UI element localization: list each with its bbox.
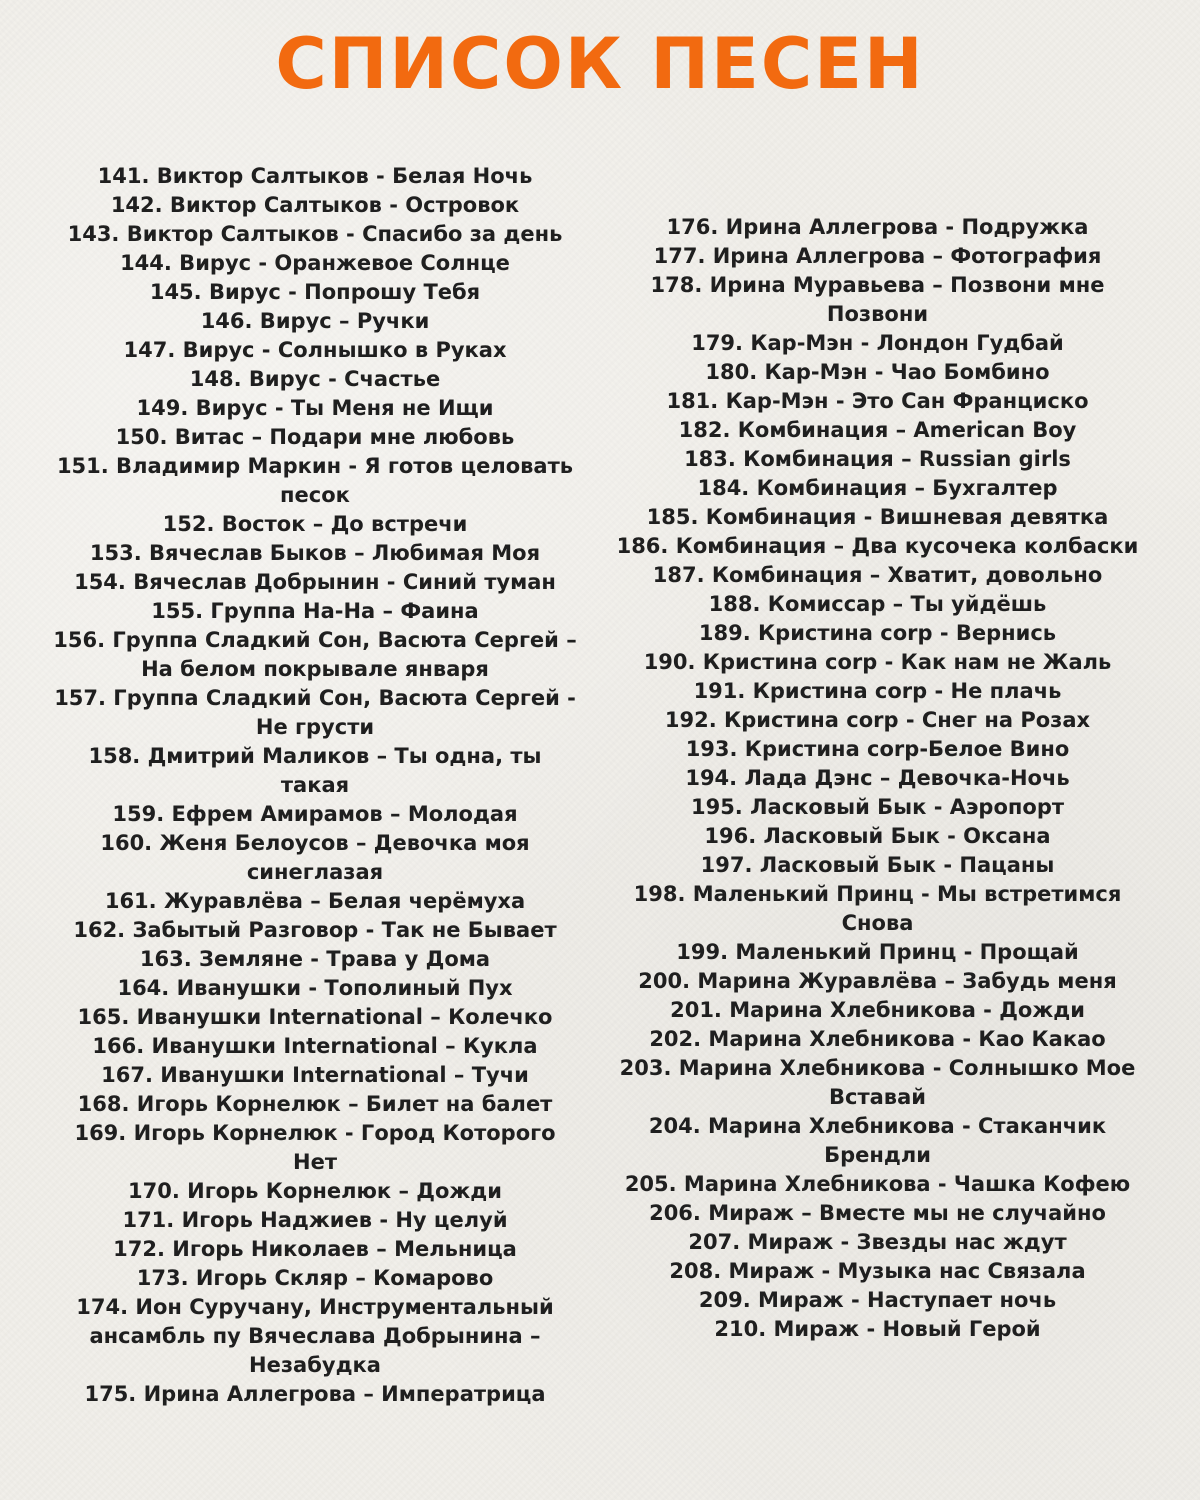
song-item — [35, 510, 595, 539]
song-text: 143. Виктор Салтыков - Спасибо за день — [67, 222, 563, 246]
song-text: 148. Вирус - Счастье — [189, 367, 441, 391]
song-item — [35, 1119, 595, 1177]
song-text: 177. Ирина Аллегрова – Фотография — [653, 244, 1102, 268]
song-text: 186. Комбинация – Два кусочека колбаски — [616, 534, 1139, 558]
song-item — [600, 764, 1155, 793]
song-item — [35, 597, 595, 626]
song-item — [600, 880, 1155, 938]
page-title: СПИСОК ПЕСЕН — [275, 23, 925, 105]
song-text: 175. Ирина Аллегрова – Императрица — [84, 1382, 546, 1406]
song-text: 178. Ирина Муравьева – Позвони мне — [650, 273, 1105, 297]
song-item — [600, 1025, 1155, 1054]
song-text: 183. Комбинация – Russian girls — [684, 447, 1071, 471]
song-text: 161. Журавлёва – Белая черёмуха — [104, 889, 526, 913]
song-text: 204. Марина Хлебникова - Стаканчик — [648, 1114, 1107, 1138]
song-text: 155. Группа На-На – Фаина — [151, 599, 479, 623]
song-text: 203. Марина Хлебникова - Солнышко Мое — [619, 1056, 1136, 1080]
song-item — [35, 626, 595, 684]
song-text: 208. Мираж - Музыка нас Связала — [669, 1259, 1086, 1283]
song-item — [35, 568, 595, 597]
song-text: 144. Вирус - Оранжевое Солнце — [120, 251, 510, 275]
song-text: 159. Ефрем Амирамов – Молодая — [112, 802, 518, 826]
song-text: 168. Игорь Корнелюк – Билет на балет — [77, 1092, 553, 1116]
song-item — [600, 1199, 1155, 1228]
song-item — [35, 1206, 595, 1235]
song-text: Позвони — [826, 302, 929, 326]
song-text: 184. Комбинация – Бухгалтер — [697, 476, 1058, 500]
song-item — [35, 829, 595, 887]
song-text: Снова — [841, 911, 914, 935]
song-item — [35, 423, 595, 452]
song-item — [600, 706, 1155, 735]
song-item — [600, 561, 1155, 590]
song-list-right — [600, 213, 1155, 1344]
song-text: такая — [280, 773, 350, 797]
song-item — [35, 394, 595, 423]
song-item — [35, 1293, 595, 1380]
song-item — [35, 684, 595, 742]
song-item — [35, 1380, 595, 1409]
song-item — [600, 329, 1155, 358]
song-item — [35, 452, 595, 510]
song-text: 198. Маленький Принц - Мы встретимся — [633, 882, 1122, 906]
song-item — [600, 474, 1155, 503]
song-item — [35, 916, 595, 945]
song-text: 180. Кар-Мэн - Чао Бомбино — [705, 360, 1050, 384]
song-text: песок — [280, 483, 350, 507]
song-item — [600, 851, 1155, 880]
song-text: 210. Мираж - Новый Герой — [714, 1317, 1041, 1341]
song-text: 163. Земляне - Трава у Дома — [139, 947, 491, 971]
song-item — [35, 800, 595, 829]
song-item — [35, 1264, 595, 1293]
song-item — [600, 1170, 1155, 1199]
song-item — [35, 278, 595, 307]
song-text: 153. Вячеслав Быков – Любимая Моя — [89, 541, 541, 565]
song-text: 166. Иванушки International – Кукла — [92, 1034, 538, 1058]
song-text: 201. Марина Хлебникова - Дожди — [670, 998, 1085, 1022]
song-item — [600, 619, 1155, 648]
song-item — [35, 1090, 595, 1119]
song-text: 170. Игорь Корнелюк – Дожди — [128, 1179, 502, 1203]
song-text: 196. Ласковый Бык - Оксана — [704, 824, 1051, 848]
song-text: 187. Комбинация – Хватит, довольно — [652, 563, 1103, 587]
song-text: 172. Игорь Николаев – Мельница — [113, 1237, 517, 1261]
song-text: 182. Комбинация – American Boy — [678, 418, 1077, 442]
song-text: 145. Вирус - Попрошу Тебя — [149, 280, 481, 304]
song-item — [600, 213, 1155, 242]
song-text: 165. Иванушки International – Колечко — [77, 1005, 553, 1029]
song-item — [35, 742, 595, 800]
song-text: 206. Мираж – Вместе мы не случайно — [649, 1201, 1106, 1225]
song-item — [35, 1235, 595, 1264]
song-item — [600, 271, 1155, 329]
song-text: 142. Виктор Салтыков - Островок — [110, 193, 520, 217]
song-item — [600, 503, 1155, 532]
song-text: Вставай — [829, 1085, 926, 1109]
song-text: 197. Ласковый Бык - Пацаны — [700, 853, 1055, 877]
song-text: 164. Иванушки - Тополиный Пух — [117, 976, 513, 1000]
song-item — [35, 539, 595, 568]
song-item — [35, 220, 595, 249]
song-text: Не грусти — [255, 715, 375, 739]
song-item — [600, 735, 1155, 764]
song-item — [600, 648, 1155, 677]
song-text: 173. Игорь Скляр – Комарово — [136, 1266, 494, 1290]
song-text: 156. Группа Сладкий Сон, Васюта Сергей – — [53, 628, 577, 652]
song-text: 171. Игорь Наджиев - Ну целуй — [122, 1208, 508, 1232]
song-text: 154. Вячеслав Добрынин - Синий туман — [74, 570, 556, 594]
song-item — [35, 307, 595, 336]
song-item — [600, 242, 1155, 271]
song-item — [600, 1315, 1155, 1344]
song-text: 199. Маленький Принц - Прощай — [676, 940, 1079, 964]
song-item — [600, 677, 1155, 706]
song-item — [35, 336, 595, 365]
song-text: 191. Кристина corp - Не плачь — [693, 679, 1062, 703]
song-text: 147. Вирус - Солнышко в Руках — [123, 338, 507, 362]
song-text: 188. Комиссар – Ты уйдёшь — [708, 592, 1047, 616]
song-item — [600, 938, 1155, 967]
song-text: 185. Комбинация - Вишневая девятка — [646, 505, 1109, 529]
song-item — [600, 358, 1155, 387]
song-text: Брендли — [824, 1143, 931, 1167]
song-text: 146. Вирус – Ручки — [200, 309, 430, 333]
song-item — [35, 887, 595, 916]
song-item — [35, 945, 595, 974]
song-text: 195. Ласковый Бык - Аэропорт — [690, 795, 1065, 819]
song-item — [600, 532, 1155, 561]
song-text: На белом покрывале января — [141, 657, 489, 681]
song-text: 189. Кристина corp - Вернись — [698, 621, 1057, 645]
song-text: 181. Кар-Мэн - Это Сан Франциско — [666, 389, 1089, 413]
song-item — [600, 590, 1155, 619]
song-item — [600, 416, 1155, 445]
song-text: 150. Витас – Подари мне любовь — [115, 425, 515, 449]
song-text: 200. Марина Журавлёва – Забудь меня — [638, 969, 1117, 993]
song-item — [35, 249, 595, 278]
song-item — [35, 365, 595, 394]
song-text: 157. Группа Сладкий Сон, Васюта Сергей - — [54, 686, 576, 710]
song-text: 209. Мираж - Наступает ночь — [698, 1288, 1057, 1312]
song-item — [35, 974, 595, 1003]
song-item — [600, 1112, 1155, 1170]
song-item — [600, 793, 1155, 822]
song-text: 179. Кар-Мэн - Лондон Гудбай — [691, 331, 1064, 355]
song-text: 158. Дмитрий Маликов – Ты одна, ты — [88, 744, 542, 768]
song-text: Нет — [293, 1150, 337, 1174]
song-text: 162. Забытый Разговор - Так не Бывает — [73, 918, 557, 942]
song-text: 202. Марина Хлебникова - Као Какао — [649, 1027, 1106, 1051]
song-text: 151. Владимир Маркин - Я готов целовать — [56, 454, 574, 478]
song-text: 141. Виктор Салтыков - Белая Ночь — [97, 164, 533, 188]
song-text: 190. Кристина corp - Как нам не Жаль — [643, 650, 1112, 674]
song-item — [600, 1286, 1155, 1315]
song-text: 207. Мираж - Звезды нас ждут — [688, 1230, 1067, 1254]
song-item — [35, 1061, 595, 1090]
song-item — [600, 387, 1155, 416]
song-text: 167. Иванушки International – Тучи — [101, 1063, 529, 1087]
song-text: 149. Вирус - Ты Меня не Ищи — [136, 396, 494, 420]
song-item — [600, 1054, 1155, 1112]
song-text: 174. Ион Суручану, Инструментальный — [76, 1295, 554, 1319]
song-text: 205. Марина Хлебникова - Чашка Кофею — [624, 1172, 1131, 1196]
song-item — [600, 996, 1155, 1025]
song-item — [35, 1177, 595, 1206]
song-text: 192. Кристина corp - Снег на Розах — [664, 708, 1091, 732]
song-item — [35, 1003, 595, 1032]
song-text: 160. Женя Белоусов – Девочка моя — [100, 831, 530, 855]
song-item — [600, 1257, 1155, 1286]
song-list-left — [35, 162, 595, 1409]
song-item — [600, 822, 1155, 851]
song-text: 193. Кристина corp-Белое Вино — [685, 737, 1070, 761]
song-text: 169. Игорь Корнелюк - Город Которого — [74, 1121, 556, 1145]
song-text: 176. Ирина Аллегрова - Подружка — [666, 215, 1089, 239]
song-text: Незабудка — [249, 1353, 381, 1377]
song-item — [600, 1228, 1155, 1257]
song-item — [35, 191, 595, 220]
song-item — [600, 445, 1155, 474]
song-item — [35, 1032, 595, 1061]
song-text: синеглазая — [246, 860, 384, 884]
song-text: 194. Лада Дэнс – Девочка-Ночь — [685, 766, 1070, 790]
song-text: 152. Восток – До встречи — [162, 512, 468, 536]
song-item — [600, 967, 1155, 996]
song-item — [35, 162, 595, 191]
song-text: ансамбль пу Вячеслава Добрынина – — [89, 1324, 541, 1348]
